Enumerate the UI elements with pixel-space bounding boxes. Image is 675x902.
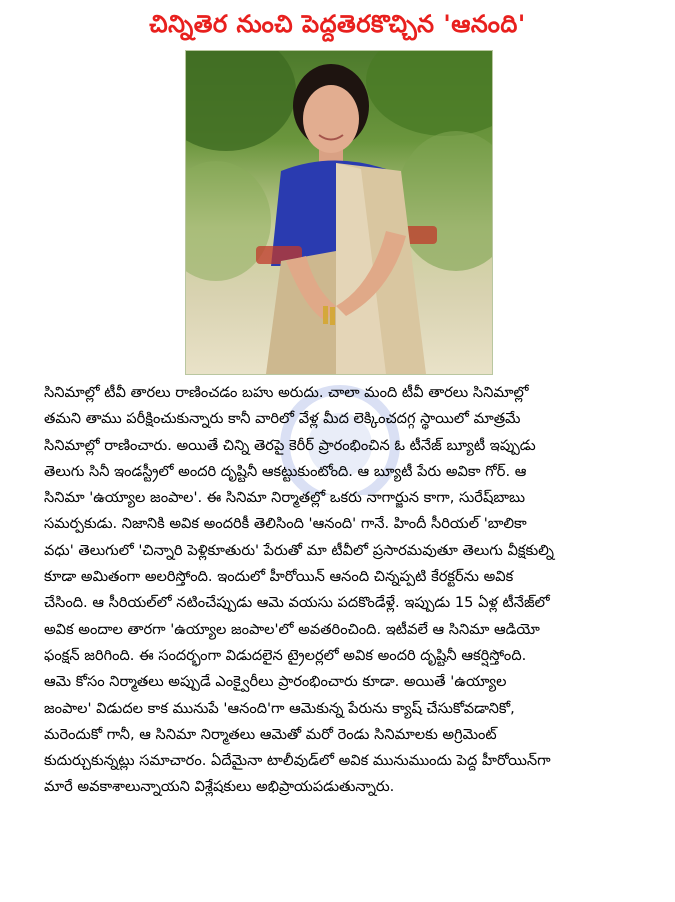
article-line: మారే అవకాశాలున్నాయని విశ్లేషకులు అభిప్రాయపడుతున్నారు. [44,778,395,796]
article-line: ఆమె కోసం నిర్మాతలు అప్పుడే ఎంక్వైరీలు ప్రారంభించారు కూడా. అయితే 'ఉయ్యాల [44,673,507,691]
article-line: ఫంక్షన్ జరిగింది. ఈ సందర్భంగా విడుదలైన ట్రైలర్లలో అవిక అందరి దృష్టినీ ఆకర్షిస్తోంది. [44,646,527,664]
article-line: సమర్పకుడు. నిజానికి అవిక అందరికీ తెలిసింది 'ఆనంది' గానే. హిందీ సీరియల్ 'బాలికా [44,515,527,533]
article-line: మరెందుకో గానీ, ఆ సినిమా నిర్మాతలు ఆమెతో మరో రెండు సినిమాలకు అగ్రిమెంట్ [44,725,497,743]
article-line: సినిమాల్లో రాణించారు. అయితే చిన్ని తెరపై కెరీర్ ప్రారంభించిన ఓ టీనేజ్ బ్యూటీ ఇప్పుడు [44,436,536,454]
article-line: కుదుర్చుకున్నట్లు సమాచారం. ఏదేమైనా టాలీవుడ్‌లో అవిక మునుముందు పెద్ద హీరోయిన్‌గా [44,752,551,770]
woman-in-saree-photo [186,51,492,374]
article-line: కూడా అమితంగా అలరిస్తోంది. ఇందులో హీరోయిన్ ఆనంది చిన్నప్పటి కేరక్టర్‌ను అవిక [44,568,514,586]
article-line: వధు' తెలుగులో 'చిన్నారి పెళ్లికూతురు' పేరుతో మా టీవీలో ప్రసారమవుతూ తెలుగు వీక్షకుల్ని [44,541,554,559]
article-line: జంపాల' విడుదల కాక మునుపే 'ఆనంది'గా ఆమెకున్న పేరును క్యాష్ చేసుకోవడానికో, [44,699,515,717]
article-line: చేసింది. ఆ సీరియల్‌లో నటించేప్పుడు ఆమె వయసు పదకొండేళ్లే. ఇప్పుడు 15 ఏళ్ల టీనేజ్‌లో [44,594,550,612]
headline: చిన్నితెర నుంచి పెద్దతెరకొచ్చిన 'ఆనంది' [149,10,526,38]
article-line: తమని తాము పరీక్షించుకున్నారు కానీ వారిలో వేళ్ల మీద లెక్కించదగ్గ స్థాయిలో మాత్రమే [44,410,521,428]
article-line: సినిమా 'ఉయ్యాల జంపాల'. ఈ సినిమా నిర్మాతల్లో ఒకరు నాగార్జున కాగా, సురేష్‌బాబు [44,489,526,507]
article-line: తెలుగు సినీ ఇండస్ట్రీలో అందరి దృష్టినీ ఆకట్టుకుంటోంది. ఆ బ్యూటీ పేరు అవికా గోర్. ఆ [44,462,527,480]
article-body [44,380,644,801]
article-line: అవిక అందాల తారగా 'ఉయ్యాల జంపాల'లో అవతరించింది. ఇటీవలే ఆ సినిమా ఆడియో [44,620,540,638]
article-photo [185,50,493,375]
article-line: సినిమాల్లో టీవీ తారలు రాణించడం బహు అరుదు. చాలా మంది టీవీ తారలు సినిమాల్లో [44,384,529,401]
